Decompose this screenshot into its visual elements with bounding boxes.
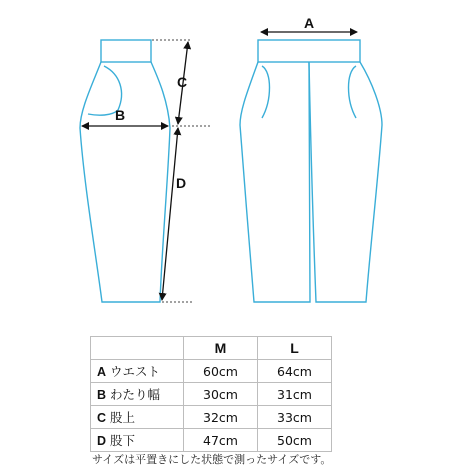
row-name: わたり幅	[110, 387, 161, 402]
label-b: B	[114, 107, 126, 123]
dimension-c	[177, 42, 188, 124]
cell-m: 32cm	[184, 406, 258, 429]
table-row	[91, 429, 332, 452]
table-header-m: M	[184, 337, 258, 360]
row-label	[91, 360, 184, 383]
cell-m: 60cm	[184, 360, 258, 383]
cell-l: 64cm	[258, 360, 332, 383]
label-c: C	[176, 74, 188, 90]
table-row	[91, 406, 332, 429]
measurement-note: サイズは平置きにした状態で測ったサイズです。	[92, 453, 332, 466]
row-label	[91, 406, 184, 429]
dimension-a	[261, 15, 357, 32]
cell-l: 33cm	[258, 406, 332, 429]
label-a: A	[303, 15, 315, 31]
front-waistband	[258, 40, 360, 62]
dimension-b	[82, 107, 168, 126]
table-header-empty	[91, 337, 184, 360]
cell-m: 47cm	[184, 429, 258, 452]
table-header-row	[91, 337, 332, 360]
row-letter: A	[97, 365, 107, 379]
row-letter: B	[97, 388, 107, 402]
row-name: ウエスト	[110, 364, 161, 379]
pants-front-view	[240, 40, 382, 302]
row-letter: D	[97, 434, 107, 448]
label-d: D	[175, 175, 187, 191]
cell-m: 30cm	[184, 383, 258, 406]
row-name: 股下	[110, 433, 136, 448]
front-right-pocket-curve	[349, 66, 357, 118]
row-letter: C	[97, 411, 107, 425]
size-table	[90, 336, 332, 452]
cell-l: 31cm	[258, 383, 332, 406]
table-row	[91, 383, 332, 406]
table-row	[91, 360, 332, 383]
row-label	[91, 383, 184, 406]
row-name: 股上	[110, 410, 136, 425]
table-header-l: L	[258, 337, 332, 360]
side-waistband	[101, 40, 151, 62]
front-left-leg-outline	[240, 62, 310, 302]
cell-l: 50cm	[258, 429, 332, 452]
side-leg-outline	[80, 62, 170, 302]
front-right-leg-outline	[309, 62, 382, 302]
row-label	[91, 429, 184, 452]
front-left-pocket-curve	[262, 66, 270, 118]
pants-side-view	[80, 40, 170, 302]
